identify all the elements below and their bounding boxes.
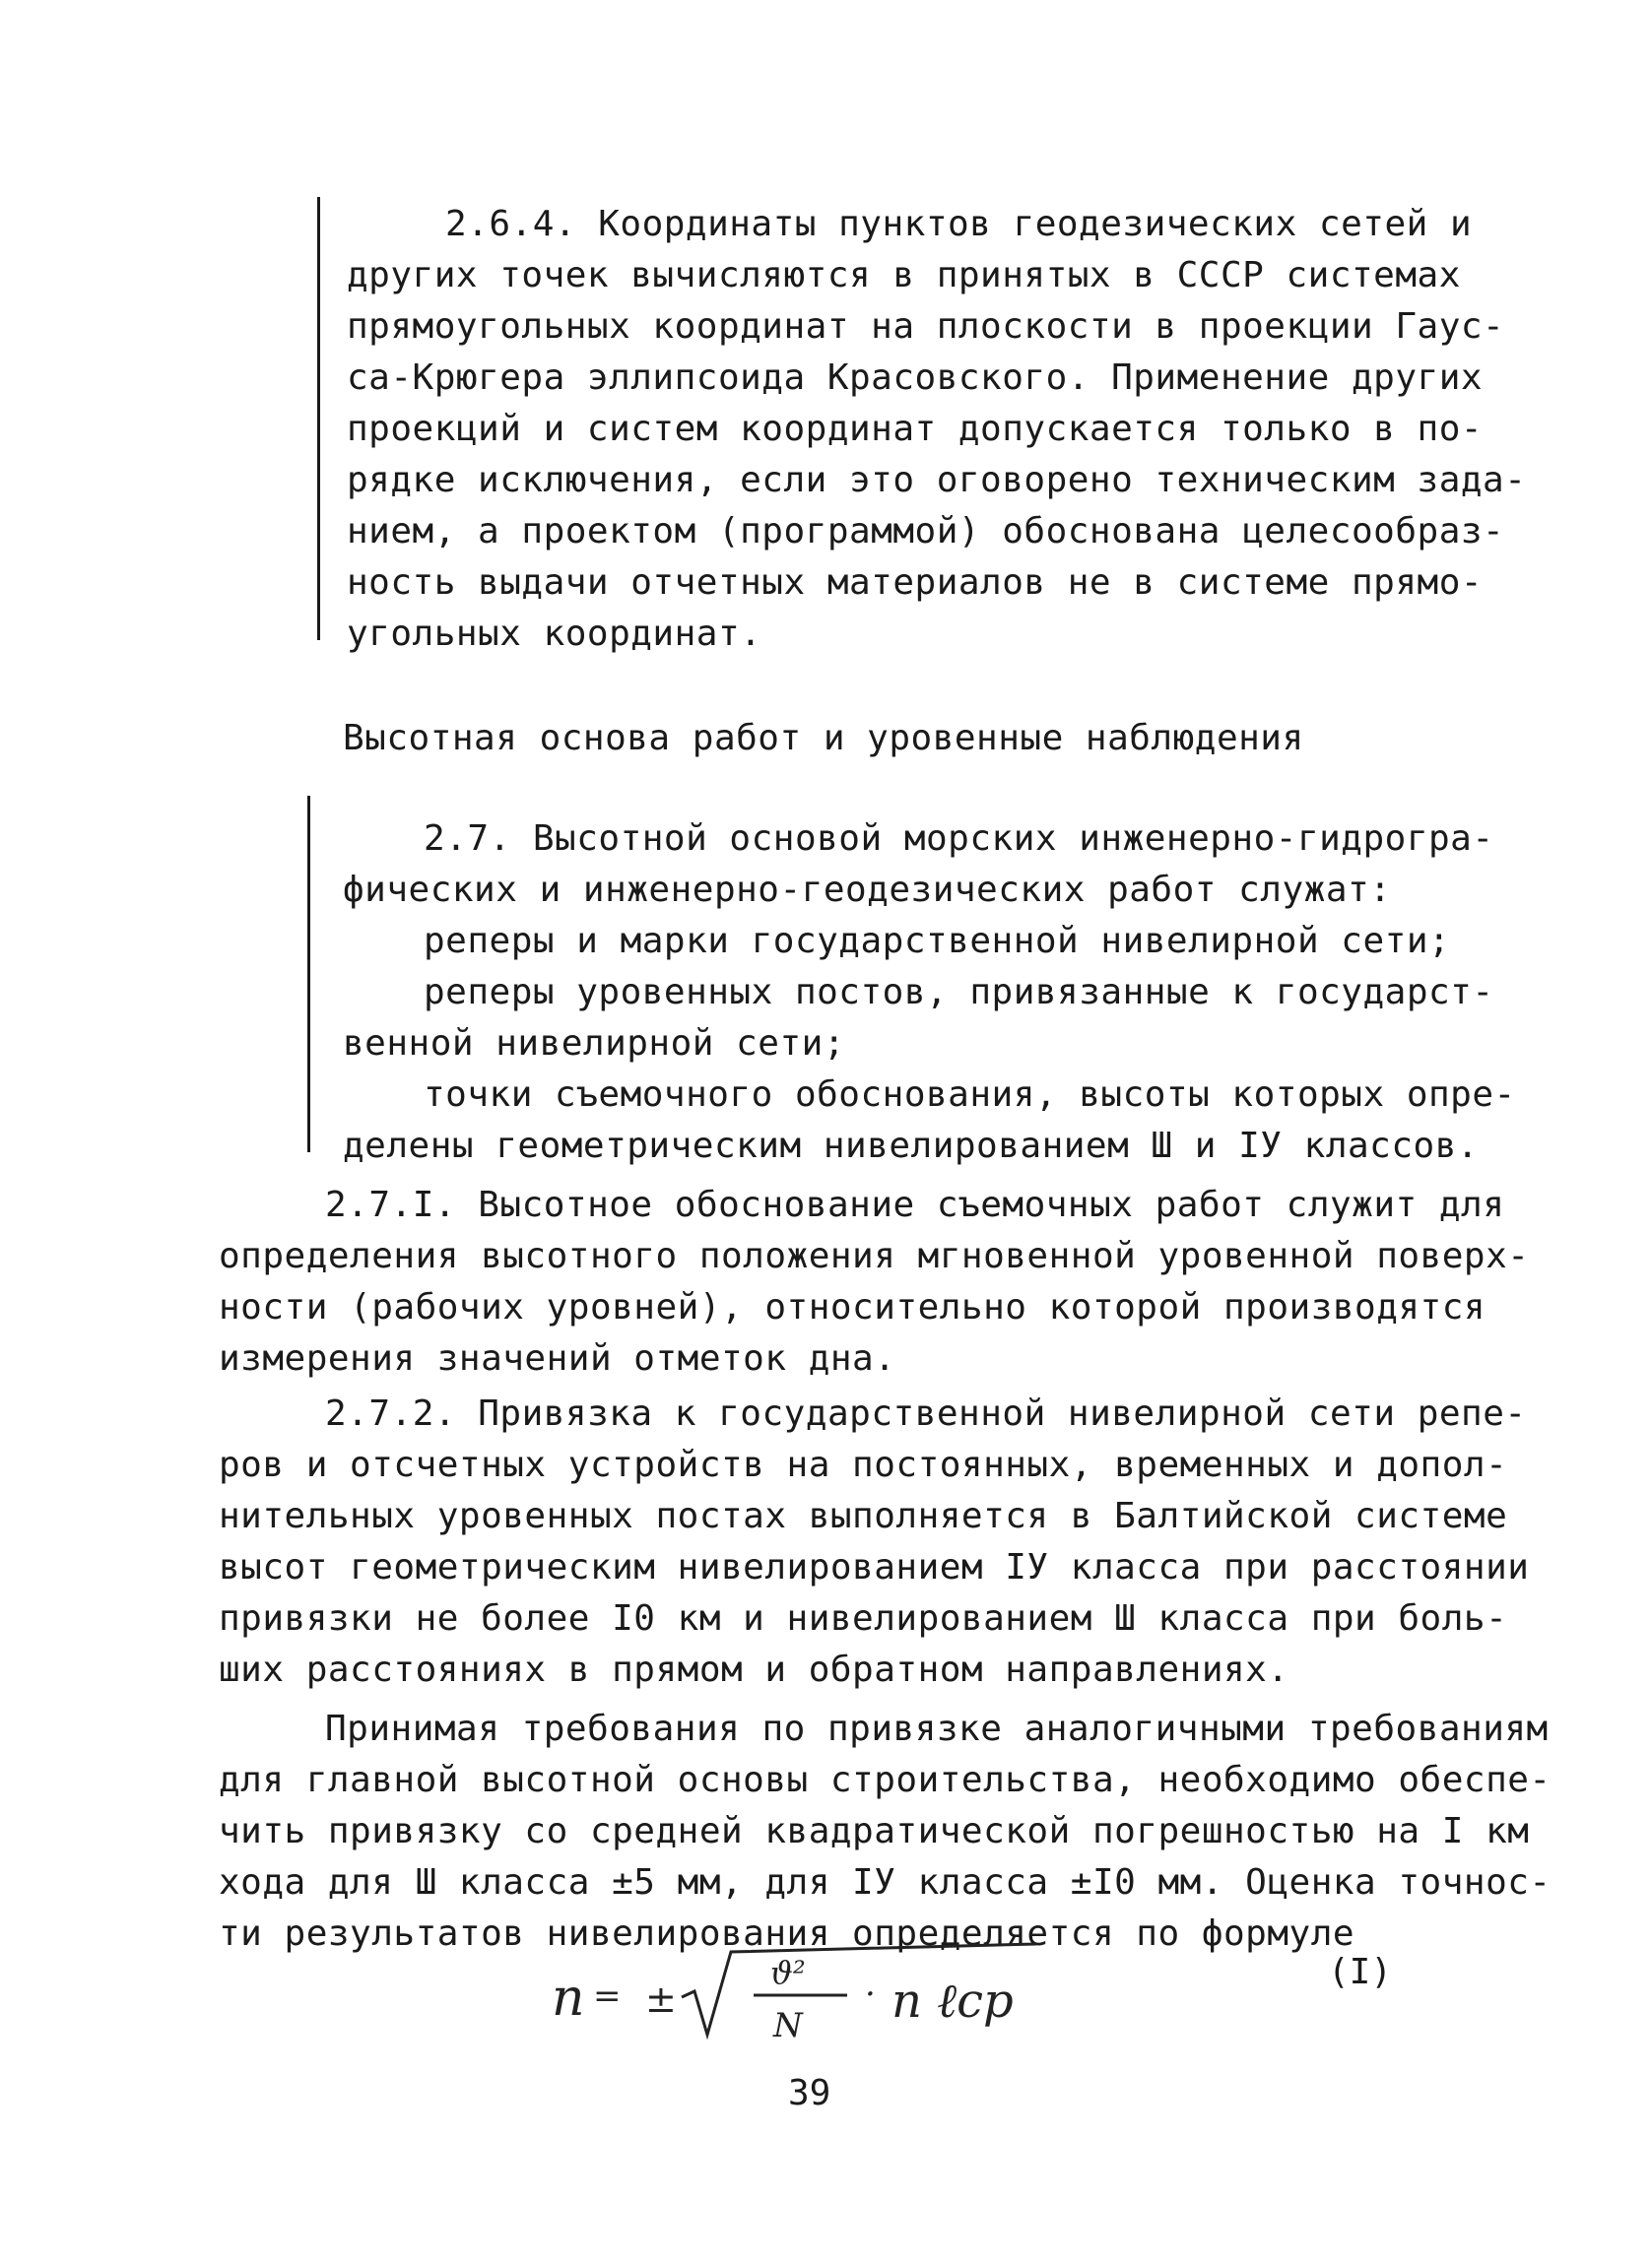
text-line: 2.7. Высотной основой морских инженерно-гидрогра- <box>424 818 1494 859</box>
text-line: точки съемочного обоснования, высоты которых опре- <box>424 1074 1516 1115</box>
formula-dot: · <box>865 1975 876 2014</box>
formula-denominator: N <box>773 2006 803 2045</box>
text-line: реперы и марки государственной нивелирной сети; <box>424 921 1451 961</box>
text-line: высот геометрическим нивелированием IУ класса при расстоянии <box>219 1547 1530 1588</box>
text-line: фических и инженерно-геодезических работ служат: <box>343 870 1392 910</box>
formula <box>552 1938 1064 2046</box>
text-line: угольных координат. <box>347 614 762 654</box>
text-line: ших расстояниях в прямом и обратном направлениях. <box>219 1650 1289 1690</box>
revision-bar <box>317 197 320 640</box>
text-line: других точек вычисляются в принятых в СССР системах <box>347 255 1461 295</box>
section-heading: Высотная основа работ и уровенные наблюдения <box>343 718 1304 758</box>
text-line: 2.7.2. Привязка к государственной нивелирной сети репе- <box>325 1393 1527 1434</box>
formula-equals: = <box>593 1976 622 2016</box>
text-line: прямоугольных координат на плоскости в проекции Гаус- <box>347 306 1505 347</box>
text-line: определения высотного положения мгновенной уровенной поверх- <box>219 1236 1530 1276</box>
text-line: 2.7.I. Высотное обоснование съемочных работ служит для <box>325 1185 1505 1225</box>
text-line: проекций и систем координат допускается только в по- <box>347 409 1484 449</box>
revision-bar <box>307 796 310 1152</box>
text-line: нием, а проектом (программой) обоснована целесообраз- <box>347 511 1505 551</box>
text-line: привязки не более I0 км и нивелированием Ш класса при боль- <box>219 1598 1508 1639</box>
text-line: реперы уровенных постов, привязанные к государст- <box>424 972 1494 1012</box>
text-line: нительных уровенных постах выполняется в Балтийской системе <box>219 1496 1508 1536</box>
text-line: для главной высотной основы строительства, необходимо обеспе- <box>219 1760 1552 1800</box>
formula-lhs: n <box>552 1969 585 2028</box>
text-line: делены геометрическим нивелированием Ш и IУ классов. <box>343 1126 1480 1166</box>
formula-tail: n ℓcp <box>892 1974 1014 2029</box>
text-line: ность выдачи отчетных материалов не в системе прямо- <box>347 562 1484 603</box>
formula-plus-minus: ± <box>645 1977 677 2021</box>
text-line: ров и отсчетных устройств на постоянных, временных и допол- <box>219 1445 1508 1485</box>
text-line: ности (рабочих уровней), относительно которой производятся <box>219 1287 1486 1328</box>
text-line: ти результатов нивелирования определяется по формуле <box>219 1913 1355 1954</box>
text-line: 2.6.4. Координаты пунктов геодезических сетей и <box>445 204 1473 244</box>
text-line: Принимая требования по привязке аналогичными требованиям <box>325 1709 1549 1749</box>
text-line: хода для Ш класса ±5 мм, для IУ класса ±I0 мм. Оценка точнос- <box>219 1862 1552 1903</box>
text-line: венной нивелирной сети; <box>343 1023 845 1064</box>
equation-number: (I) <box>1328 1952 1393 1992</box>
text-line: са-Крюгера эллипсоида Красовского. Применение других <box>347 357 1484 398</box>
page-number: 39 <box>788 2073 831 2113</box>
text-line: рядке исключения, если это оговорено техническим зада- <box>347 460 1527 500</box>
text-line: измерения значений отметок дна. <box>219 1338 896 1379</box>
text-line: чить привязку со средней квадратической погрешностью на I км <box>219 1811 1530 1851</box>
formula-numerator: ϑ² <box>770 1954 806 1991</box>
